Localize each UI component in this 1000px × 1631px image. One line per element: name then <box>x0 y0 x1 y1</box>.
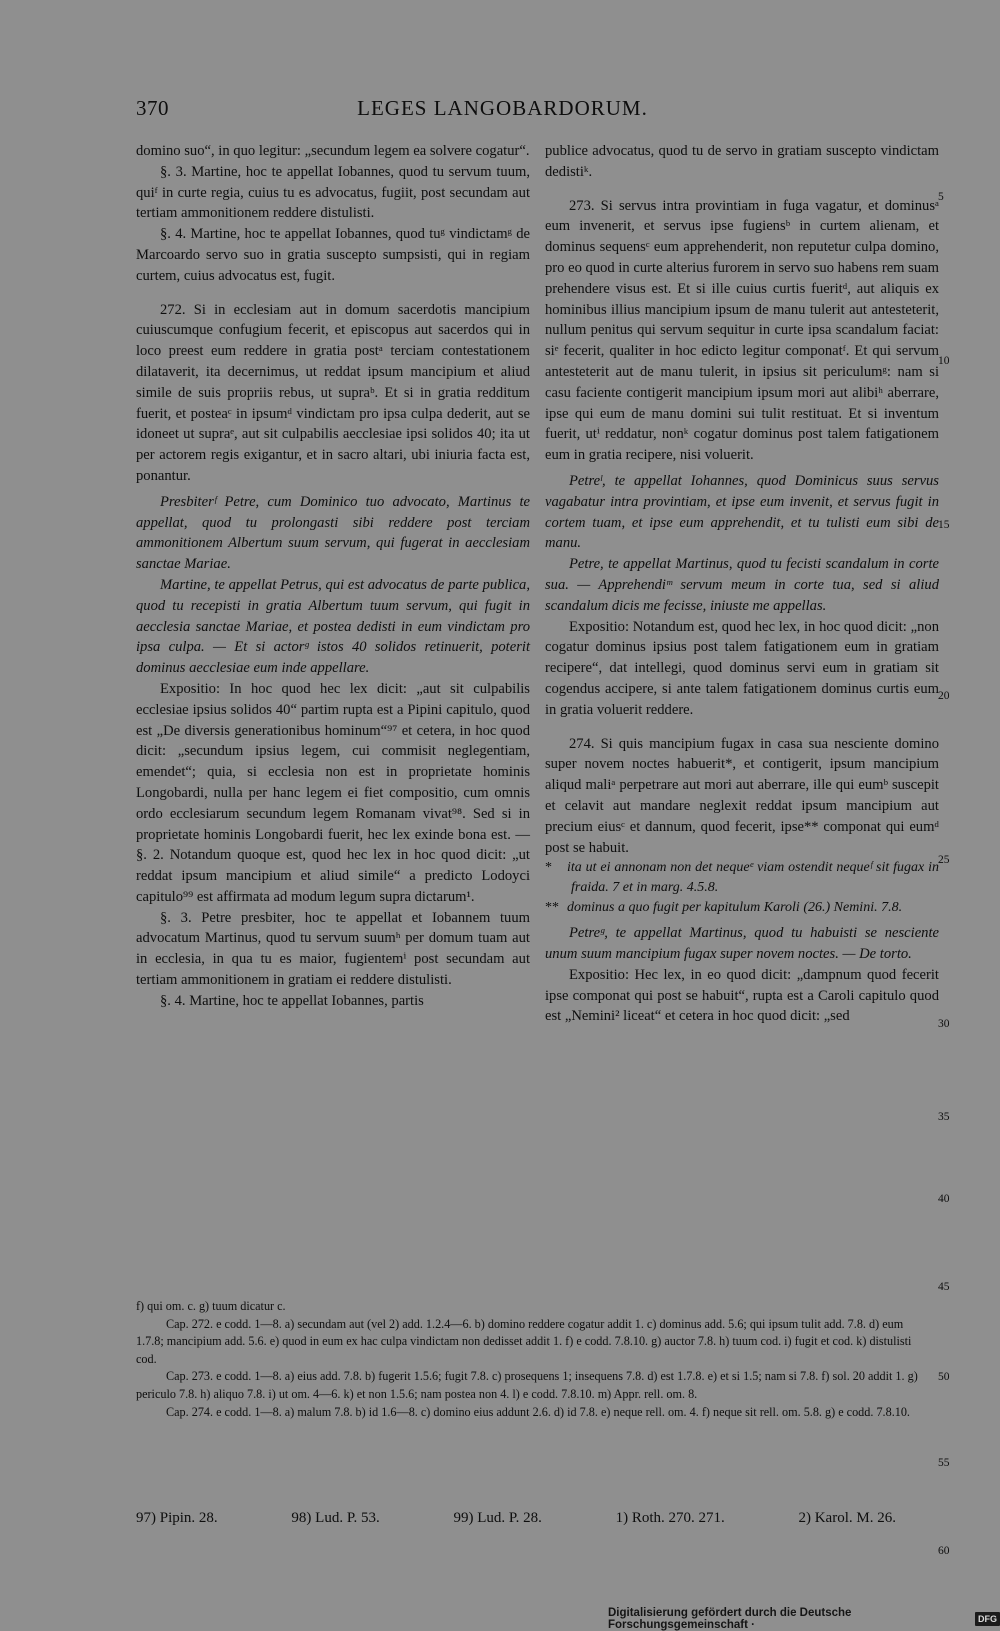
paragraph <box>136 300 530 487</box>
paragraph-text: Expositio: In hoc quod hec lex dicit: „aut sit culpabilis ecclesiae ipsius solidos 40“ partim rupta est a Pipini capitulo, quod est „De diversis generationibus hominum“⁹⁷ et cetera, in hoc quod dicit: „secundum ipsius legem, cui commisit neglegentiam, emendet“; quia, si ecclesia non est in proprietate hominis Longobardi, nulla per hanc legem ei fiet compositio, cum omnis ordo ecclesiarum secundum legem Romanam vivat⁹⁸. Sed si in proprietate hominis Longobardi fuerit, hec lex exinde bona est. — §. 2. Notandum quoque est, quod hec lex in hoc quod dicit: „ut reddat ipsum mancipium et aliud simile“ a predicto Lodoyci capitulo⁹⁹ est affirmata ad modum legum supra dictarum¹. <box>136 680 530 905</box>
paragraph <box>545 965 939 1027</box>
paragraph-text: dominus a quo fugit per kapitulum Karoli (26.) Nemini. 7.8. <box>567 900 903 916</box>
paragraph-text: Presbiterᶠ Petre, cum Dominico tuo advocato, Martinus te appellat, quod tu prolongasti sibi reddere post terciam ammonitionem Albertum suum servum, qui fugerat in aecclesiam sanctae Mariae. <box>136 493 530 573</box>
paragraph <box>545 734 939 859</box>
paragraph-text: 272. Si in ecclesiam aut in domum sacerdotis mancipium cuiuscumque confugium fecerit, et episcopus aut sacerdos qui in loco preest eum reddere in gratia postᵃ terciam contestationem dilataverit, ita decernimus, ut reddat ipsum mancipium et aliud simile de suis propriis rebus, ut supraᵇ. Et si in gratia redditum fuerit, et posteaᶜ in ipsumᵈ vindictam pro ipsa culpa dederit, aut se idoneet ut supraᵉ, aut sit culpabilis aecclesiae ipsi solidos 40; ita ut per actorem regis exigantur, et in sacro altari, ubi iniuria facta est, ponantur. <box>136 301 530 484</box>
footnote: Cap. 274. e codd. 1—8. a) malum 7.8. b) id 1.6—8. c) domino eius addunt 2.6. d) id 7.8. e) neque rell. om. 4. f) neque sit rell. om. 5.8. g) e codd. 7.8.10. <box>166 1404 910 1419</box>
left-column <box>136 141 530 1012</box>
paragraph-text: domino suo“, in quo legitur: „secundum legem ea solvere cogatur“. <box>136 143 530 159</box>
line-number: 55 <box>938 1456 950 1469</box>
paragraph-text: Expositio: Notandum est, quod hec lex, in hoc quod dicit: „non cogatur dominus ipsius post talem fatigationem eum in gratiam recipere“, dat intellegi, quod dominus servi eum in gratiam sit cogendus accipere, si ante talem fatigationem dominus curtis eum in gratia voluerit reddere. <box>545 618 939 718</box>
paragraph <box>545 141 939 183</box>
dfg-logo: DFG <box>975 1612 1000 1626</box>
paragraph <box>545 617 939 721</box>
paragraph-text: Martine, te appellat Petrus, qui est advocatus de parte publica, quod tu recepisti in gratia Albertum tuum servum, qui fugit in aecclesia sanctae Mariae, et postea dedisti in eum vindictam pro ipsa culpa. — Et si actorᵍ istos 40 solidos retinuerit, poterit dominus aecclesiae eum inde appellare. <box>136 576 530 677</box>
line-number: 50 <box>938 1370 950 1383</box>
paragraph <box>136 224 530 286</box>
line-number: 35 <box>938 1110 950 1123</box>
paragraph-text: 274. Si quis mancipium fugax in casa sua nesciente domino super novem noctes habuerit*, et contigerit, ipsum mancipium aliqud maliᵃ perpetrare aut mori aut aberrare, ille qui eumᵇ suscepit et celavit aut mandare neglexit reddat ipsum mancipium aut precium eiusᶜ et dannum, quod fecerit, ipse** componat qui eumᵈ post se habuit. <box>545 735 939 856</box>
paragraph <box>136 141 530 162</box>
paragraph-text: Petre, te appellat Martinus, quod tu fecisti scandalum in corte sua. — Apprehendiᵐ servum meum in corte tua, sed si aliud scandalum dicis me fecisse, iniuste me appellas. <box>545 556 939 614</box>
paragraph <box>136 575 530 679</box>
paragraph <box>545 196 939 466</box>
paragraph-text: publice advocatus, quod tu de servo in gratiam suscepto vindictam dedistiᵏ. <box>545 143 939 180</box>
source-reference: 97) Pipin. 28. <box>136 1510 218 1526</box>
critical-apparatus <box>136 1298 929 1421</box>
right-column <box>545 141 939 1027</box>
paragraph <box>545 471 939 554</box>
note-marker: * <box>545 860 552 876</box>
line-number: 60 <box>938 1545 950 1558</box>
paragraph-text: §. 4. Martine, hoc te appellat Iobannes, partis <box>160 992 424 1009</box>
paragraph-text: Expositio: Hec lex, in eo quod dicit: „dampnum quod fecerit ipse componat qui post se habuit“, rupta est a Caroli capitulo quod est „Nemini² liceat“ et cetera in hoc quod dicit: „sed <box>545 966 939 1025</box>
paragraph-text: Petreˡ, te appellat Iohannes, quod Dominicus suus servus vagabatur intra provintiam, et ipse eum invenit, et servus fugit in cortem tuam, et ipse eum apprehendit, et tu tulisti eum sibi de manu. <box>545 472 939 552</box>
paragraph-text: 273. Si servus intra provintiam in fuga vagatur, et dominusᵃ eum invenerit, et servus ipse fugiensᵇ in curtem alienam, et dominus sequensᶜ eum apprehenderit, non reputetur culpa domino, pro eo quod in curte alterius furorem in servo suo habens rem suam prehendere visus est. Et si ille cuius curtis fueritᵈ, aut aliquis ex hominibus illius mancipium ipsum de manu tulerit aut antesteterit, nullum penitus qui servum sequitur in curte ipsa scandalum faciat: siᵉ fecerit, qualiter in hoc edicto legitur componatᶠ. Et qui servum antesteterit aut de manu tulerit, in ipsius sit periculumᵍ: nam si casu faciente contigerit mancipium ipsum mori aut alibiʰ aberrare, ipse qui eum de manu domini sui tulit restituat. Et si inventum fuerit, utⁱ reddatur, nonᵏ cogatur dominus post talem fatigationem eum in gratia recipere, nisi voluerit. <box>545 197 939 464</box>
note-marker: ** <box>545 900 559 916</box>
running-head <box>136 96 869 126</box>
line-number: 25 <box>938 853 950 866</box>
line-number: 30 <box>938 1018 950 1031</box>
paragraph <box>136 679 530 908</box>
source-references <box>136 1510 896 1527</box>
credit-text: Digitalisierung gefördert durch die Deutsche Forschungsgemeinschaft · <box>608 1607 852 1631</box>
paragraph-text: §. 3. Petre presbiter, hoc te appellat et Iobannem tuum advocatum Martinus, quod tu servum suumʰ per domum tuam aut in ecclesia, in qua tu es maior, fugientemⁱ post secundam aut tertiam ammonitionem in gratiam ei reddere distulisti. <box>136 909 530 989</box>
source-reference: 1) Roth. 270. 271. <box>615 1510 725 1526</box>
running-title: LEGES LANGOBARDORUM. <box>357 96 648 120</box>
paragraph <box>136 991 530 1012</box>
line-number: 45 <box>938 1280 950 1293</box>
paragraph <box>545 923 939 965</box>
paragraph <box>136 492 530 575</box>
paragraph-text: §. 3. Martine, hoc te appellat Iobannes, quod tu servum tuum, quiᶠ in curte regia, cuius tu es advocatus, fugiit, post secundam aut tertiam ammonitionem reddere distulisti. <box>136 163 530 222</box>
line-number: 40 <box>938 1192 950 1205</box>
paragraph <box>545 858 939 898</box>
footnote: Cap. 272. e codd. 1—8. a) secundam aut (vel 2) add. 1.2.4—6. b) domino reddere cogatur addit 1. c) dominus add. 5.6; qui ipsum tulit add. 7.8. d) eum 1.7.8; mancipium add. 5.6. e) quod in eum ex hac culpa vindictam non dedisset addit 1. f) e codd. 7.8.10. g) auctor 7.8. h) tuum cod. i) fugit et cod. k) distulisti cod. <box>136 1316 912 1366</box>
paragraph <box>545 554 939 616</box>
paragraph <box>136 908 530 991</box>
paragraph-text: ita ut ei annonam non det nequeᵉ viam ostendit nequeᶠ sit fugax in fraida. 7 et in marg. 4.5.8. <box>567 860 939 896</box>
source-reference: 98) Lud. P. 53. <box>291 1510 380 1526</box>
paragraph-text: Petreᵍ, te appellat Martinus, quod tu habuisti se nesciente unum suum mancipium fugax super novem noctes. — De torto. <box>545 925 939 963</box>
source-reference: 99) Lud. P. 28. <box>453 1510 542 1526</box>
page-number: 370 <box>136 96 169 120</box>
footnote: Cap. 273. e codd. 1—8. a) eius add. 7.8. b) fugerit 1.5.6; fugit 7.8. c) prosequens 1; insequens 7.8. d) est 1.7.8. e) et si 1.5; nam si 7.8. f) sol. 20 addit 1. g) periculo 7.8. h) aliquo 7.8. i) ut om. 4—6. k) et non 1.5.6; nam postea non 4. l) e codd. 7.8.10. m) Appr. rell. om. 8. <box>136 1369 918 1401</box>
line-number: 15 <box>938 518 950 531</box>
line-number: 5 <box>938 191 944 204</box>
paragraph-text: §. 4. Martine, hoc te appellat Iobannes, quod tuᵍ vindictamᵍ de Marcoardo servo suo in gratia suscepto sumpsisti, qui in regiam curtem, cuius advocatus est, fugit. <box>136 226 530 284</box>
paragraph <box>545 898 939 918</box>
paragraph <box>136 162 530 224</box>
line-number: 20 <box>938 690 950 703</box>
digitization-credit <box>608 1607 1000 1631</box>
line-number: 10 <box>938 355 950 367</box>
source-reference: 2) Karol. M. 26. <box>798 1510 896 1526</box>
footnote: f) qui om. c. g) tuum dicatur c. <box>136 1299 286 1313</box>
